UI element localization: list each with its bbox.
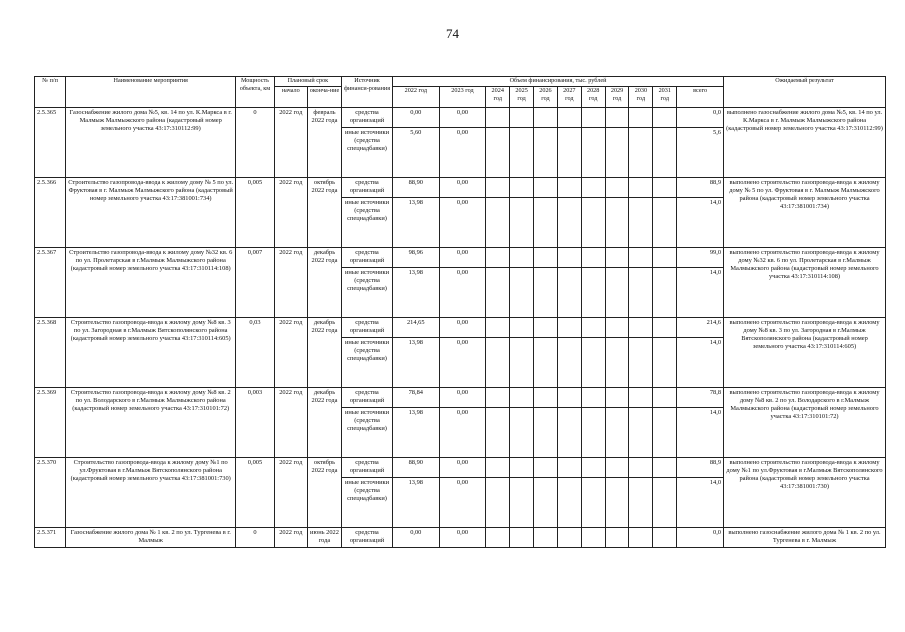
row-value-2022: 13,98 (392, 408, 439, 458)
row-value-2022: 88,90 (392, 178, 439, 198)
row-name: Строительство газопровода-ввода к жилому дому №8 кв. 3 по ул. Загородная в г.Малмыж Вятскополянского района (кадастровый номер земельного участка 43:17:310114:605) (66, 318, 236, 388)
row-start: 2022 год (274, 458, 307, 528)
row-start: 2022 год (274, 108, 307, 178)
row-value-2022: 0,00 (392, 108, 439, 128)
row-source-2: иные источники (средства спецнадбавки) (342, 338, 393, 388)
row-end: февраль 2022 года (307, 108, 341, 178)
header-2027: 2027 год (557, 87, 581, 108)
row-value-2023: 0,00 (439, 528, 486, 548)
header-plan-term: Плановый срок (274, 77, 341, 87)
header-funding: Объем финансирования, тыс. рублей (392, 77, 723, 87)
row-value-2022: 98,96 (392, 248, 439, 268)
row-result: выполнено газоснабжение жилого дома № 1 кв. 2 по ул. Тургенева в г. Малмыж (724, 528, 886, 548)
row-value-2022: 214,65 (392, 318, 439, 338)
row-value-2022: 13,98 (392, 198, 439, 248)
row-value-total: 0,0 (677, 108, 724, 128)
row-value-2022: 88,90 (392, 458, 439, 478)
row-capacity: 0 (236, 528, 274, 548)
header-start: начало (274, 87, 307, 108)
row-num: 2.5.367 (35, 248, 66, 318)
row-name: Строительство газопровода-ввода к жилому дому №32 кв. 6 по ул. Пролетарская в г.Малмыж Малмыжского района (кадастровый номер земельного участка 43:17:310114:108) (66, 248, 236, 318)
table-row (35, 458, 886, 478)
funding-table (34, 76, 886, 548)
row-num: 2.5.368 (35, 318, 66, 388)
header-capacity: Мощность объекта, км (236, 77, 274, 108)
row-value-2023: 0,00 (439, 248, 486, 268)
header-result: Ожидаемый результат (724, 77, 886, 108)
table-row (35, 178, 886, 198)
row-source-1: средства организаций (342, 388, 393, 408)
header-2024: 2024 год (486, 87, 510, 108)
row-num: 2.5.366 (35, 178, 66, 248)
row-name: Строительство газопровода-ввода к жилому дому №8 кв. 2 по ул. Володарского в г.Малмыж Малмыжского района (кадастровый номер земельного участка 43:17:310101:72) (66, 388, 236, 458)
table-row (35, 248, 886, 268)
row-value-total: 78,8 (677, 388, 724, 408)
row-result: выполнено строительство газопровода-ввода к жилому дому №32 кв. 6 по ул. Пролетарская в г.Малмыж Малмыжского района (кадастровый номер земельного участка 43:17:310114:108) (724, 248, 886, 318)
row-source-1: средства организаций (342, 248, 393, 268)
row-value-2023: 0,00 (439, 458, 486, 478)
row-source-2: иные источники (средства спецнадбавки) (342, 198, 393, 248)
row-end: октябрь 2022 года (307, 178, 341, 248)
header-2023: 2023 год (439, 87, 486, 108)
row-value-2023: 0,00 (439, 178, 486, 198)
row-value-2022: 13,98 (392, 268, 439, 318)
row-end: декабрь 2022 года (307, 318, 341, 388)
header-2025: 2025 год (510, 87, 534, 108)
header-row-1 (35, 77, 886, 87)
row-source-1: средства организаций (342, 178, 393, 198)
row-num: 2.5.371 (35, 528, 66, 548)
row-capacity: 0,007 (236, 248, 274, 318)
row-value-total: 14,0 (677, 478, 724, 528)
row-name: Строительство газопровода-ввода к жилому дому №1 по ул.Фруктовая в г.Малмыж Вятскополянского района (кадастровый номер земельного участка 43:17:381001:730) (66, 458, 236, 528)
row-result: выполнено строительство газопровода-ввода к жилому дому №8 кв. 3 по ул. Загородная в г.Малмыж Вятскополянского района (кадастровый номер земельного участка 43:17:310114:605) (724, 318, 886, 388)
header-2022: 2022 год (392, 87, 439, 108)
header-2026: 2026 год (534, 87, 558, 108)
row-value-2023: 0,00 (439, 198, 486, 248)
row-value-2022: 78,84 (392, 388, 439, 408)
row-result: выполнено газоснабжение жилого дома №5, кв. 14 по ул. К.Маркса в г. Малмыж Малмыжского района (кадастровый номер земельного участка 43:17:310112:99) (724, 108, 886, 178)
row-source-1: средства организаций (342, 528, 393, 548)
row-source-1: средства организаций (342, 108, 393, 128)
header-name: Наименование мероприятия (66, 77, 236, 108)
header-2030: 2030 год (629, 87, 653, 108)
row-value-total: 14,0 (677, 198, 724, 248)
row-value-2023: 0,00 (439, 388, 486, 408)
header-total: всего (677, 87, 724, 108)
row-source-2: иные источники (средства спецнадбавки) (342, 408, 393, 458)
row-start: 2022 год (274, 388, 307, 458)
row-capacity: 0 (236, 108, 274, 178)
header-2028: 2028 год (581, 87, 605, 108)
row-num: 2.5.365 (35, 108, 66, 178)
row-value-total: 99,0 (677, 248, 724, 268)
row-end: декабрь 2022 года (307, 388, 341, 458)
row-capacity: 0,005 (236, 458, 274, 528)
row-value-total: 214,6 (677, 318, 724, 338)
row-start: 2022 год (274, 528, 307, 548)
row-name: Газоснабжение жилого дома №5, кв. 14 по ул. К.Маркса в г. Малмыж Малмыжского района (кадастровый номер земельного участка 43:17:310112:99) (66, 108, 236, 178)
row-start: 2022 год (274, 178, 307, 248)
row-value-2022: 0,00 (392, 528, 439, 548)
row-value-total: 14,0 (677, 338, 724, 388)
row-num: 2.5.370 (35, 458, 66, 528)
row-source-2: иные источники (средства спецнадбавки) (342, 478, 393, 528)
table-row (35, 528, 886, 548)
table-row (35, 388, 886, 408)
row-value-2023: 0,00 (439, 338, 486, 388)
header-source: Источник финанси-рования (342, 77, 393, 108)
header-2031: 2031 год (653, 87, 677, 108)
header-num: № п/п (35, 77, 66, 108)
row-value-total: 0,0 (677, 528, 724, 548)
row-capacity: 0,003 (236, 388, 274, 458)
row-value-total: 14,0 (677, 408, 724, 458)
row-value-total: 88,9 (677, 458, 724, 478)
header-2029: 2029 год (605, 87, 629, 108)
row-value-2022: 5,60 (392, 128, 439, 178)
row-num: 2.5.369 (35, 388, 66, 458)
row-value-2022: 13,98 (392, 478, 439, 528)
row-value-total: 88,9 (677, 178, 724, 198)
row-result: выполнено строительство газопровода-ввода к жилому дому № 5 по ул. Фруктовая в г. Малмыж Малмыжского района (кадастровый номер земельного участка 43:17:381001:734) (724, 178, 886, 248)
row-value-2022: 13,98 (392, 338, 439, 388)
row-name: Газоснабжение жилого дома № 1 кв. 2 по ул. Тургенева в г. Малмыж (66, 528, 236, 548)
row-result: выполнено строительство газопровода-ввода к жилому дому №1 по ул.Фруктовая в г.Малмыж Вятскополянского района (кадастровый номер земельного участка 43:17:381001:730) (724, 458, 886, 528)
row-value-2023: 0,00 (439, 108, 486, 128)
row-source-2: иные источники (средства спецнадбавки) (342, 128, 393, 178)
row-end: июнь 2022 года (307, 528, 341, 548)
row-name: Строительство газопровода-ввода к жилому дому № 5 по ул. Фруктовая в г. Малмыж Малмыжского района (кадастровый номер земельного участка 43:17:381001:734) (66, 178, 236, 248)
row-value-2023: 0,00 (439, 128, 486, 178)
table-row (35, 318, 886, 338)
row-start: 2022 год (274, 248, 307, 318)
header-end: оконча-ние (307, 87, 341, 108)
row-source-1: средства организаций (342, 458, 393, 478)
row-result: выполнено строительство газопровода-ввода к жилому дому №8 кв. 2 по ул. Володарского в г.Малмыж Малмыжского района (кадастровый номер земельного участка 43:17:310101:72) (724, 388, 886, 458)
table-row (35, 108, 886, 128)
row-capacity: 0,005 (236, 178, 274, 248)
row-value-2023: 0,00 (439, 268, 486, 318)
row-start: 2022 год (274, 318, 307, 388)
row-value-total: 5,6 (677, 128, 724, 178)
row-value-2023: 0,00 (439, 478, 486, 528)
row-value-total: 14,0 (677, 268, 724, 318)
row-capacity: 0,03 (236, 318, 274, 388)
row-source-2: иные источники (средства спецнадбавки) (342, 268, 393, 318)
page-number: 74 (446, 26, 459, 41)
row-value-2023: 0,00 (439, 408, 486, 458)
row-end: октябрь 2022 года (307, 458, 341, 528)
row-end: декабрь 2022 года (307, 248, 341, 318)
row-source-1: средства организаций (342, 318, 393, 338)
row-value-2023: 0,00 (439, 318, 486, 338)
